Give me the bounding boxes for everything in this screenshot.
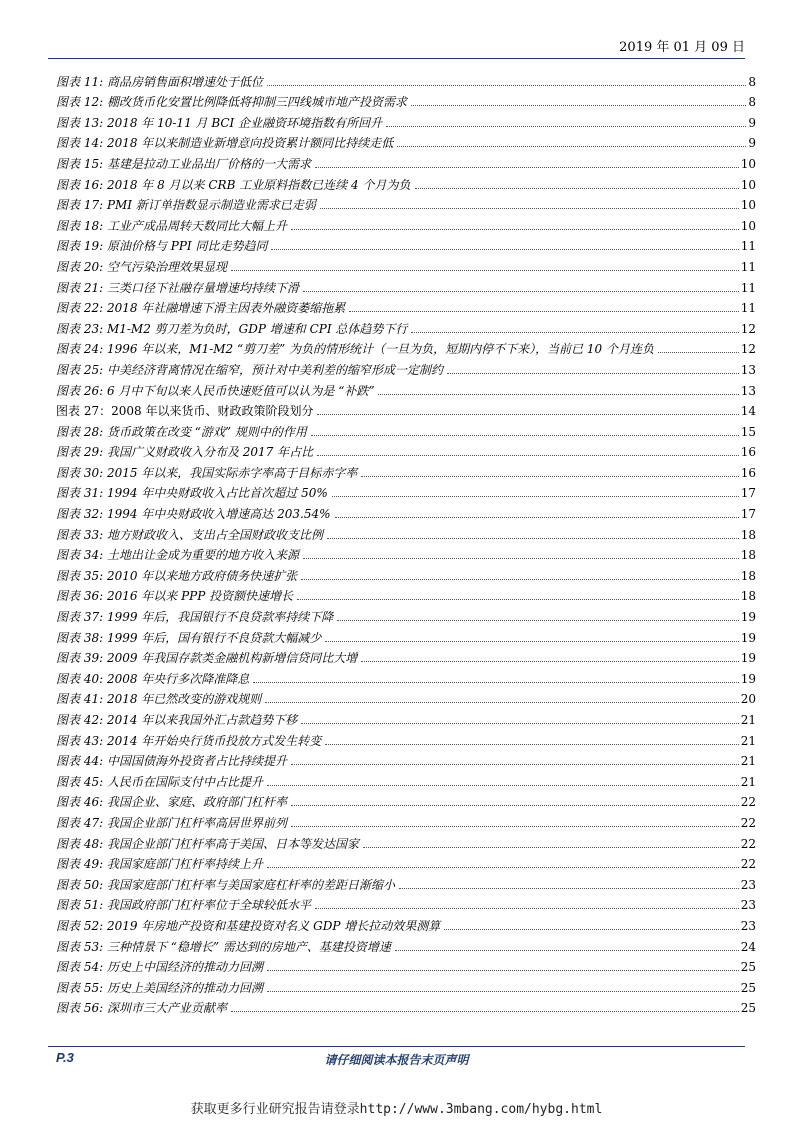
- toc-entry[interactable]: [56, 192, 756, 213]
- toc-entry-page: 23: [740, 877, 756, 892]
- toc-dot-leader: [397, 146, 746, 147]
- toc-entry-page: 11: [740, 301, 756, 316]
- toc-entry-page: 22: [740, 815, 756, 830]
- toc-dot-leader: [361, 661, 738, 662]
- toc-dot-leader: [315, 908, 739, 909]
- toc-entry-label: 图表 56: 深圳市三大产业贡献率: [56, 1001, 227, 1016]
- toc-entry-label: 图表 42: 2014 年以来我国外汇占款趋势下移: [56, 713, 298, 727]
- toc-entry[interactable]: [56, 68, 756, 89]
- toc-entry-label: 图表 26: 6 月中下旬以来人民币快速贬值可以认为是 “补跌”: [56, 383, 375, 398]
- toc-dot-leader: [267, 85, 746, 86]
- toc-dot-leader: [231, 1011, 739, 1012]
- toc-entry-label: 图表 16: 2018 年 8 月以来 CRB 工业原料指数已连续 4 个月为负: [56, 177, 411, 192]
- toc-entry-label: 图表 21: 三类口径下社融存量增速均持续下滑: [56, 280, 299, 295]
- toc-entry[interactable]: [56, 912, 756, 933]
- toc-entry-page: 18: [740, 589, 756, 604]
- toc-entry[interactable]: [56, 892, 756, 913]
- toc-entry[interactable]: [56, 995, 756, 1016]
- toc-dot-leader: [335, 517, 739, 518]
- toc-dot-leader: [363, 847, 739, 848]
- toc-entry[interactable]: [56, 974, 756, 995]
- toc-dot-leader: [315, 167, 739, 168]
- toc-entry[interactable]: [56, 933, 756, 954]
- toc-entry-page: 22: [740, 857, 756, 872]
- toc-entry[interactable]: [56, 398, 756, 419]
- toc-entry-page: 23: [740, 918, 756, 933]
- toc-entry[interactable]: [56, 336, 756, 357]
- toc-entry-label: 图表 17: PMI 新订单指数显示制造业需求已走弱: [56, 198, 316, 213]
- toc-entry-label: 图表 13: 2018 年 10-11 月 BCI 企业融资环境指数有所回升: [56, 115, 383, 130]
- toc-entry-label: 图表 52: 2019 年房地产投资和基建投资对名义 GDP 增长拉动效果测算: [56, 918, 441, 933]
- toc-entry-label: 图表 48: 我国企业部门杠杆率高于美国、日本等发达国家: [56, 836, 359, 851]
- toc-dot-leader: [271, 249, 738, 250]
- toc-entry-page: 11: [740, 280, 756, 295]
- toc-entry-page: 25: [740, 980, 756, 995]
- toc-entry-label: 图表 31: 1994 年中央财政收入占比首次超过 50%: [56, 486, 328, 501]
- toc-entry-page: 18: [740, 568, 756, 583]
- toc-entry-label: 图表 35: 2010 年以来地方政府债务快速扩张: [56, 568, 298, 583]
- toc-entry[interactable]: [56, 748, 756, 769]
- toc-entry-label: 图表 28: 货币政策在改变 “游戏” 规则中的作用: [56, 424, 307, 439]
- toc-entry-label: 图表 34: 土地出让金成为重要的地方收入来源: [56, 548, 299, 563]
- toc-entry-page: 16: [740, 465, 756, 480]
- toc-entry[interactable]: [56, 603, 756, 624]
- toc-entry-label: 图表 11: 商品房销售面积增速处于低位: [56, 74, 263, 89]
- toc-entry-label: 图表 12: 棚改货币化安置比例降低将抑制三四线城市地产投资需求: [56, 95, 407, 110]
- toc-entry-page: 19: [740, 671, 756, 686]
- toc-entry[interactable]: [56, 851, 756, 872]
- footer-divider: [48, 1046, 745, 1047]
- toc-entry-label: 图表 33: 地方财政收入、支出占全国财政收支比例: [56, 527, 323, 542]
- toc-dot-leader: [415, 188, 739, 189]
- report-date: 2019 年 01 月 09 日: [619, 40, 745, 55]
- toc-entry-page: 18: [740, 527, 756, 542]
- toc-entry-page: 19: [740, 651, 756, 666]
- toc-entry[interactable]: [56, 500, 756, 521]
- toc-entry[interactable]: [56, 233, 756, 254]
- toc-entry-page: 22: [740, 836, 756, 851]
- toc-entry[interactable]: [56, 171, 756, 192]
- toc-entry-page: 8: [748, 95, 756, 110]
- toc-entry-page: 25: [740, 1001, 756, 1016]
- toc-entry[interactable]: [56, 686, 756, 707]
- toc-dot-leader: [395, 950, 739, 951]
- toc-entry[interactable]: [56, 356, 756, 377]
- toc-entry-page: 21: [740, 713, 756, 727]
- toc-entry[interactable]: [56, 789, 756, 810]
- toc-dot-leader: [317, 455, 739, 456]
- toc-entry-page: 21: [740, 733, 756, 748]
- toc-dot-leader: [267, 970, 739, 971]
- toc-entry-label: 图表 41: 2018 年已然改变的游戏规则: [56, 692, 262, 707]
- toc-entry-page: 12: [740, 342, 756, 357]
- toc-entry[interactable]: [56, 830, 756, 851]
- toc-dot-leader: [267, 991, 739, 992]
- toc-entry[interactable]: [56, 727, 756, 748]
- toc-dot-leader: [325, 744, 738, 745]
- toc-entry-page: 10: [740, 156, 756, 171]
- toc-entry-page: 8: [748, 74, 756, 89]
- toc-entry-label: 图表 24: 1996 年以来，M1-M2 “剪刀差” 为负的情形统计（一旦为负，短期内停不下来），当前已 10 个月连负: [56, 342, 654, 357]
- toc-dot-leader: [291, 229, 739, 230]
- toc-entry-label: 图表 19: 原油价格与 PPI 同比走势趋同: [56, 239, 268, 254]
- toc-entry-page: 16: [740, 445, 756, 460]
- toc-entry-label: 图表 54: 历史上中国经济的推动力回溯: [56, 960, 263, 975]
- toc-dot-leader: [291, 764, 739, 765]
- toc-entry-label: 图表 53: 三种情景下 “稳增长” 需达到的房地产、基建投资增速: [56, 939, 391, 954]
- toc-entry[interactable]: [56, 295, 756, 316]
- toc-entry-page: 19: [740, 630, 756, 645]
- toc-dot-leader: [411, 332, 738, 333]
- toc-entry[interactable]: [56, 480, 756, 501]
- toc-entry[interactable]: [56, 212, 756, 233]
- toc-entry-label: 图表 49: 我国家庭部门杠杆率持续上升: [56, 857, 263, 872]
- toc-entry[interactable]: [56, 130, 756, 151]
- toc-entry-page: 18: [740, 548, 756, 563]
- toc-dot-leader: [303, 558, 739, 559]
- toc-entry-page: 10: [740, 198, 756, 213]
- toc-entry-label: 图表 25: 中美经济背离情况在缩窄，预计对中美利差的缩窄形成一定制约: [56, 362, 443, 377]
- toc-dot-leader: [399, 888, 739, 889]
- download-notice: 获取更多行业研究报告请登录http://www.3mbang.com/hybg.html: [190, 1102, 603, 1117]
- toc-entry[interactable]: [56, 954, 756, 975]
- figure-index-list: [56, 68, 756, 1015]
- toc-entry-page: 11: [740, 259, 756, 274]
- toc-entry-page: 13: [740, 362, 756, 377]
- header-divider: [48, 58, 745, 59]
- toc-entry[interactable]: [56, 583, 756, 604]
- toc-entry-label: 图表 47: 我国企业部门杠杆率高居世界前列: [56, 815, 287, 830]
- toc-entry[interactable]: [56, 706, 756, 727]
- footer-disclaimer: 请仔细阅读本报告末页声明: [324, 1053, 469, 1067]
- toc-entry-label: 图表 50: 我国家庭部门杠杆率与美国家庭杠杆率的差距日渐缩小: [56, 877, 395, 892]
- toc-entry[interactable]: [56, 665, 756, 686]
- toc-entry-page: 14: [740, 404, 756, 419]
- toc-dot-leader: [253, 682, 738, 683]
- toc-entry-page: 21: [740, 774, 756, 789]
- toc-dot-leader: [291, 805, 739, 806]
- toc-entry-label: 图表 46: 我国企业、家庭、政府部门杠杆率: [56, 795, 287, 810]
- toc-entry[interactable]: [56, 562, 756, 583]
- toc-dot-leader: [301, 723, 738, 724]
- toc-entry[interactable]: [56, 809, 756, 830]
- toc-entry-page: 22: [740, 795, 756, 810]
- toc-entry-page: 11: [740, 239, 756, 254]
- toc-entry-label: 图表 36: 2016 年以来 PPP 投资额快速增长: [56, 589, 294, 604]
- toc-entry-label: 图表 30: 2015 年以来，我国实际赤字率高于目标赤字率: [56, 465, 358, 480]
- toc-dot-leader: [311, 435, 739, 436]
- toc-entry-page: 12: [740, 321, 756, 336]
- toc-dot-leader: [327, 538, 739, 539]
- toc-entry[interactable]: [56, 150, 756, 171]
- toc-entry-label: 图表 14: 2018 年以来制造业新增意向投资累计额同比持续走低: [56, 136, 394, 151]
- toc-entry-page: 9: [748, 136, 756, 151]
- toc-entry[interactable]: [56, 521, 756, 542]
- toc-entry-label: 图表 22: 2018 年社融增速下滑主因表外融资萎缩拖累: [56, 301, 346, 316]
- toc-entry-label: 图表 18: 工业产成品周转天数同比大幅上升: [56, 218, 287, 233]
- toc-entry[interactable]: [56, 315, 756, 336]
- toc-dot-leader: [325, 641, 738, 642]
- toc-entry-page: 15: [740, 424, 756, 439]
- toc-entry-label: 图表 27：2008 年以来货币、财政政策阶段划分: [56, 404, 314, 419]
- toc-dot-leader: [320, 208, 739, 209]
- toc-entry-label: 图表 20: 空气污染治理效果显现: [56, 259, 227, 274]
- toc-entry-page: 21: [740, 754, 756, 769]
- toc-entry[interactable]: [56, 377, 756, 398]
- toc-dot-leader: [303, 291, 739, 292]
- toc-dot-leader: [301, 579, 738, 580]
- toc-dot-leader: [361, 476, 738, 477]
- toc-entry[interactable]: [56, 89, 756, 110]
- toc-entry[interactable]: [56, 624, 756, 645]
- toc-entry[interactable]: [56, 645, 756, 666]
- toc-entry-page: 17: [740, 507, 756, 522]
- toc-entry-label: 图表 44: 中国国债海外投资者占比持续提升: [56, 754, 287, 769]
- toc-entry-label: 图表 39: 2009 年我国存款类金融机构新增信贷同比大增: [56, 651, 358, 666]
- toc-dot-leader: [297, 599, 739, 600]
- toc-entry-page: 17: [740, 486, 756, 501]
- toc-dot-leader: [267, 785, 739, 786]
- toc-dot-leader: [447, 373, 739, 374]
- toc-entry-label: 图表 38: 1999 年后，国有银行不良贷款大幅减少: [56, 630, 322, 645]
- toc-entry-page: 9: [748, 115, 756, 130]
- toc-dot-leader: [231, 270, 739, 271]
- toc-entry-page: 13: [740, 383, 756, 398]
- toc-dot-leader: [317, 414, 738, 415]
- toc-dot-leader: [378, 394, 738, 395]
- toc-entry-page: 25: [740, 960, 756, 975]
- toc-entry-label: 图表 23: M1-M2 剪刀差为负时，GDP 增速和 CPI 总体趋势下行: [56, 321, 408, 336]
- toc-entry-label: 图表 43: 2014 年开始央行货币投放方式发生转变: [56, 733, 322, 748]
- toc-entry[interactable]: [56, 871, 756, 892]
- toc-dot-leader: [337, 620, 738, 621]
- toc-entry[interactable]: [56, 109, 756, 130]
- toc-entry-page: 10: [740, 177, 756, 192]
- toc-entry-label: 图表 55: 历史上美国经济的推动力回溯: [56, 980, 263, 995]
- toc-entry-label: 图表 45: 人民币在国际支付中占比提升: [56, 774, 263, 789]
- toc-entry-page: 10: [740, 218, 756, 233]
- toc-entry-label: 图表 40: 2008 年央行多次降准降息: [56, 671, 250, 686]
- toc-entry-label: 图表 51: 我国政府部门杠杆率位于全球较低水平: [56, 898, 311, 913]
- toc-entry-page: 24: [740, 939, 756, 954]
- toc-dot-leader: [658, 352, 739, 353]
- toc-entry-label: 图表 29: 我国广义财政收入分布及 2017 年占比: [56, 445, 314, 460]
- toc-entry[interactable]: [56, 459, 756, 480]
- toc-entry[interactable]: [56, 768, 756, 789]
- toc-entry-page: 23: [740, 898, 756, 913]
- toc-entry-page: 20: [740, 692, 756, 707]
- toc-entry[interactable]: [56, 439, 756, 460]
- toc-entry[interactable]: [56, 253, 756, 274]
- toc-dot-leader: [332, 496, 739, 497]
- toc-dot-leader: [291, 826, 739, 827]
- toc-entry-label: 图表 37: 1999 年后，我国银行不良贷款率持续下降: [56, 610, 334, 625]
- toc-dot-leader: [444, 929, 739, 930]
- toc-dot-leader: [411, 105, 746, 106]
- page-number: P.3: [56, 1050, 74, 1065]
- toc-dot-leader: [349, 311, 738, 312]
- toc-entry-page: 19: [740, 610, 756, 625]
- toc-entry-label: 图表 15: 基建是拉动工业品出厂价格的一大需求: [56, 156, 311, 171]
- toc-entry[interactable]: [56, 418, 756, 439]
- toc-dot-leader: [265, 702, 738, 703]
- toc-entry-label: 图表 32: 1994 年中央财政收入增速高达 203.54%: [56, 507, 331, 522]
- toc-entry[interactable]: [56, 274, 756, 295]
- toc-dot-leader: [386, 126, 746, 127]
- toc-dot-leader: [267, 867, 739, 868]
- toc-entry[interactable]: [56, 542, 756, 563]
